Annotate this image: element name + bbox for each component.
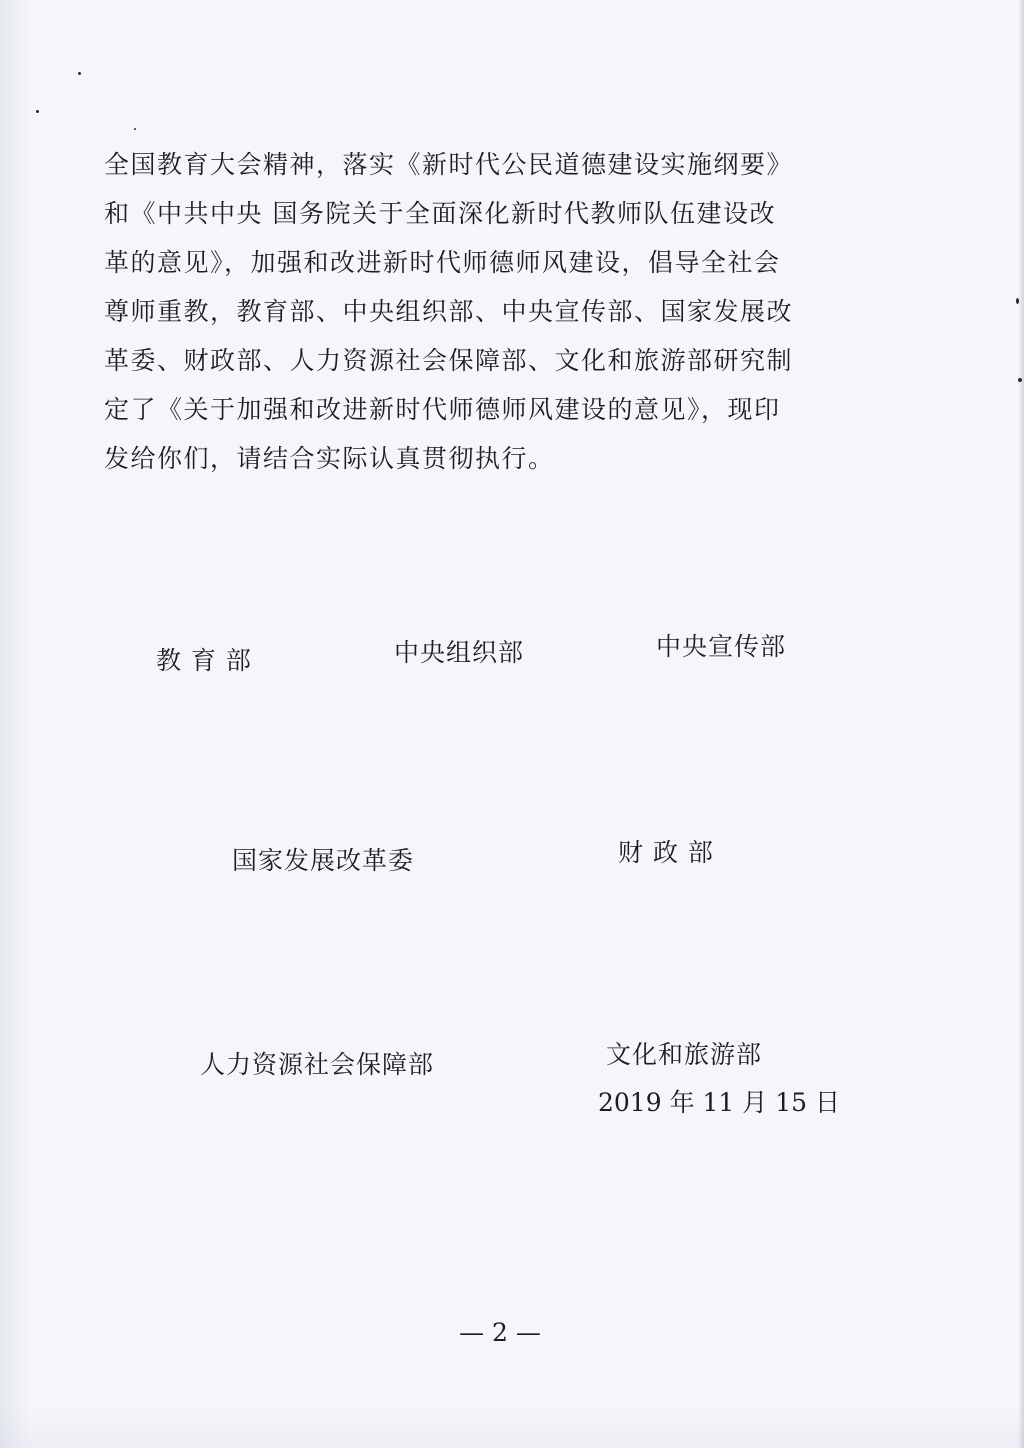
page-number: — 2 — — [459, 1318, 541, 1347]
body-line: 革委、财政部、人力资源社会保障部、文化和旅游部研究制 — [104, 346, 794, 375]
signatory-finance: 财 政 部 — [618, 838, 714, 867]
body-line: 和《中共中央 国务院关于全面深化新时代教师队伍建设改 — [104, 199, 776, 228]
issue-date: 2019 年 11 月 15 日 — [598, 1088, 840, 1117]
signatory-ndrc: 国家发展改革委 — [232, 846, 415, 875]
signatory-culture-tourism: 文化和旅游部 — [606, 1040, 763, 1069]
body-line: 尊师重教，教育部、中央组织部、中央宣传部、国家发展改 — [104, 297, 794, 326]
body-paragraph — [104, 140, 834, 483]
scan-speck — [78, 72, 81, 75]
scan-edge-shadow — [1018, 0, 1024, 1448]
scan-speck — [36, 110, 39, 113]
scan-speck — [1018, 378, 1022, 382]
signatory-organization-dept: 中央组织部 — [394, 638, 525, 667]
scan-speck — [134, 128, 136, 130]
signatory-moe: 教 育 部 — [156, 646, 252, 675]
signatory-publicity-dept: 中央宣传部 — [656, 632, 787, 661]
body-line: 发给你们，请结合实际认真贯彻执行。 — [104, 444, 555, 473]
signatory-hr-social-security: 人力资源社会保障部 — [200, 1050, 435, 1079]
body-line: 定了《关于加强和改进新时代师德师风建设的意见》，现印 — [104, 395, 781, 424]
scan-speck — [1016, 298, 1019, 304]
body-line: 革的意见》，加强和改进新时代师德师风建设，倡导全社会 — [104, 248, 781, 277]
body-line: 全国教育大会精神，落实《新时代公民道德建设实施纲要》 — [104, 150, 794, 179]
